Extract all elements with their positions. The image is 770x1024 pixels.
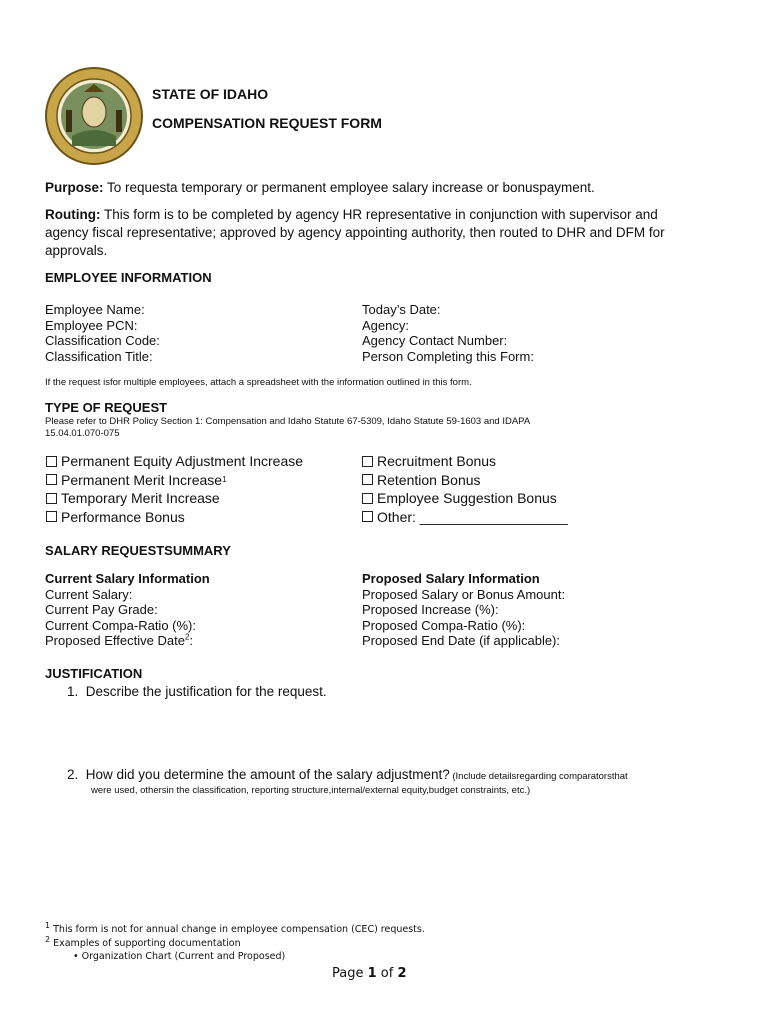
agency-field[interactable]: Agency: — [362, 317, 409, 333]
policy-reference-note: Please refer to DHR Policy Section 1: Compensation and Idaho Statute 67-5309, Idaho Statute 59-1603 and IDAPA 15.04.01.070-075 — [45, 416, 530, 439]
checkbox-performance-bonus[interactable] — [46, 508, 303, 527]
effective-date-label: Proposed Effective Date — [45, 633, 185, 648]
checkbox-box[interactable] — [46, 474, 57, 485]
employee-pcn-field[interactable]: Employee PCN: — [45, 317, 138, 333]
page-prefix: Page — [332, 966, 368, 981]
page-number — [332, 966, 407, 981]
state-heading: STATE OF IDAHO — [152, 86, 269, 102]
effective-date-field[interactable] — [45, 633, 210, 649]
purpose-text: To requesta temporary or permanent employee salary increase or bonuspayment. — [103, 180, 595, 195]
employee-info-heading: EMPLOYEE INFORMATION — [45, 270, 212, 285]
checkbox-permanent-merit[interactable]: Permanent Merit Increase 1 — [46, 471, 303, 490]
footnote-1-number: 1 — [45, 920, 51, 930]
question-note-continued: were used, othersin the classification, reporting structure,internal/external equity,budget constraints, etc.) — [91, 785, 531, 796]
current-compa-ratio-field[interactable]: Current Compa-Ratio (%): — [45, 617, 196, 633]
checkbox-temporary-merit[interactable] — [46, 489, 303, 508]
purpose-label: Purpose: — [45, 180, 104, 195]
checkbox-box[interactable] — [46, 456, 57, 467]
checkbox-label: Permanent Merit Increase — [61, 471, 223, 488]
page-total: 2 — [397, 966, 407, 981]
current-salary-heading: Current Salary Information — [45, 571, 210, 586]
checkbox-box[interactable] — [362, 474, 373, 485]
checkbox-label: Performance Bonus — [61, 508, 185, 525]
proposed-compa-ratio-field[interactable]: Proposed Compa-Ratio (%): — [362, 617, 526, 633]
checkbox-retention-bonus[interactable] — [362, 471, 568, 490]
current-pay-grade-field[interactable]: Current Pay Grade: — [45, 602, 158, 617]
page-current: 1 — [367, 966, 377, 981]
checkbox-box[interactable] — [46, 493, 57, 504]
employee-info-left — [45, 302, 160, 364]
footnotes — [45, 920, 425, 964]
proposed-salary-column — [362, 571, 565, 649]
checkbox-box[interactable] — [362, 511, 373, 522]
purpose-paragraph — [45, 179, 725, 197]
classification-title-field[interactable]: Classification Title: — [45, 348, 153, 364]
checkbox-box[interactable] — [46, 511, 57, 522]
footnote-2-text: Examples of supporting documentation — [50, 937, 241, 949]
proposed-amount-field[interactable]: Proposed Salary or Bonus Amount: — [362, 586, 566, 602]
footnote-1-text: This form is not for annual change in employee compensation (CEC) requests. — [50, 924, 425, 935]
employee-info-right — [362, 302, 534, 364]
checkbox-other[interactable] — [362, 508, 568, 527]
page-of: of — [376, 966, 398, 981]
current-salary-field[interactable]: Current Salary: — [45, 586, 133, 602]
salary-summary-heading: SALARY REQUESTSUMMARY — [45, 543, 231, 558]
question-text: Describe the justification for the request. — [85, 684, 327, 699]
footnote-ref: 2 — [184, 632, 190, 642]
checkbox-label: Other: ___________________ — [377, 508, 568, 525]
proposed-end-date-field[interactable]: Proposed End Date (if applicable): — [362, 633, 561, 648]
employee-name-field[interactable]: Employee Name: — [45, 302, 145, 317]
question-note: (Include detailsregarding comparatorsthat — [449, 771, 628, 782]
checkbox-label: Employee Suggestion Bonus — [377, 490, 557, 506]
request-type-left-column — [46, 452, 303, 526]
colon: : — [189, 633, 194, 648]
request-type-right-column — [362, 452, 568, 526]
state-seal-logo — [44, 66, 144, 166]
justification-question-1[interactable] — [67, 684, 327, 699]
checkbox-label: Recruitment Bonus — [377, 453, 497, 469]
proposed-salary-heading: Proposed Salary Information — [362, 571, 540, 586]
justification-heading: JUSTIFICATION — [45, 666, 143, 681]
proposed-increase-field[interactable]: Proposed Increase (%): — [362, 602, 499, 617]
question-text: How did you determine the amount of the salary adjustment? — [85, 767, 450, 782]
footnote-bullet: • Organization Chart (Current and Proposed) — [73, 951, 286, 962]
checkbox-label: Permanent Equity Adjustment Increase — [61, 453, 304, 469]
checkbox-recruitment-bonus[interactable] — [362, 452, 568, 471]
checkbox-box[interactable] — [362, 456, 373, 467]
question-number: 1. — [67, 684, 79, 699]
current-salary-column — [45, 571, 210, 649]
type-of-request-heading: TYPE OF REQUEST — [45, 400, 168, 415]
classification-code-field[interactable]: Classification Code: — [45, 333, 160, 348]
person-completing-field[interactable]: Person Completing this Form: — [362, 348, 534, 364]
routing-text: This form is to be completed by agency HR representative in conjunction with supervisor and agency fiscal representative; approved by agency appointing authority, then routed to DHR and DFM for approvals. — [45, 207, 665, 258]
footnote-2-number: 2 — [45, 934, 51, 944]
routing-label: Routing: — [45, 207, 101, 222]
justification-question-2[interactable] — [67, 767, 707, 796]
checkbox-equity-adjustment[interactable] — [46, 452, 303, 471]
todays-date-field[interactable]: Today’s Date: — [362, 302, 441, 317]
routing-paragraph — [45, 206, 685, 260]
checkbox-box[interactable] — [362, 493, 373, 504]
checkbox-suggestion-bonus[interactable] — [362, 489, 568, 508]
form-title: COMPENSATION REQUEST FORM — [152, 115, 382, 131]
multiple-employees-note: If the request isfor multiple employees, attach a spreadsheet with the information outlined in this form. — [45, 377, 472, 388]
checkbox-label: Retention Bonus — [377, 471, 481, 488]
agency-contact-field[interactable]: Agency Contact Number: — [362, 333, 508, 348]
question-number: 2. — [67, 767, 79, 782]
checkbox-label: Temporary Merit Increase — [61, 490, 220, 506]
